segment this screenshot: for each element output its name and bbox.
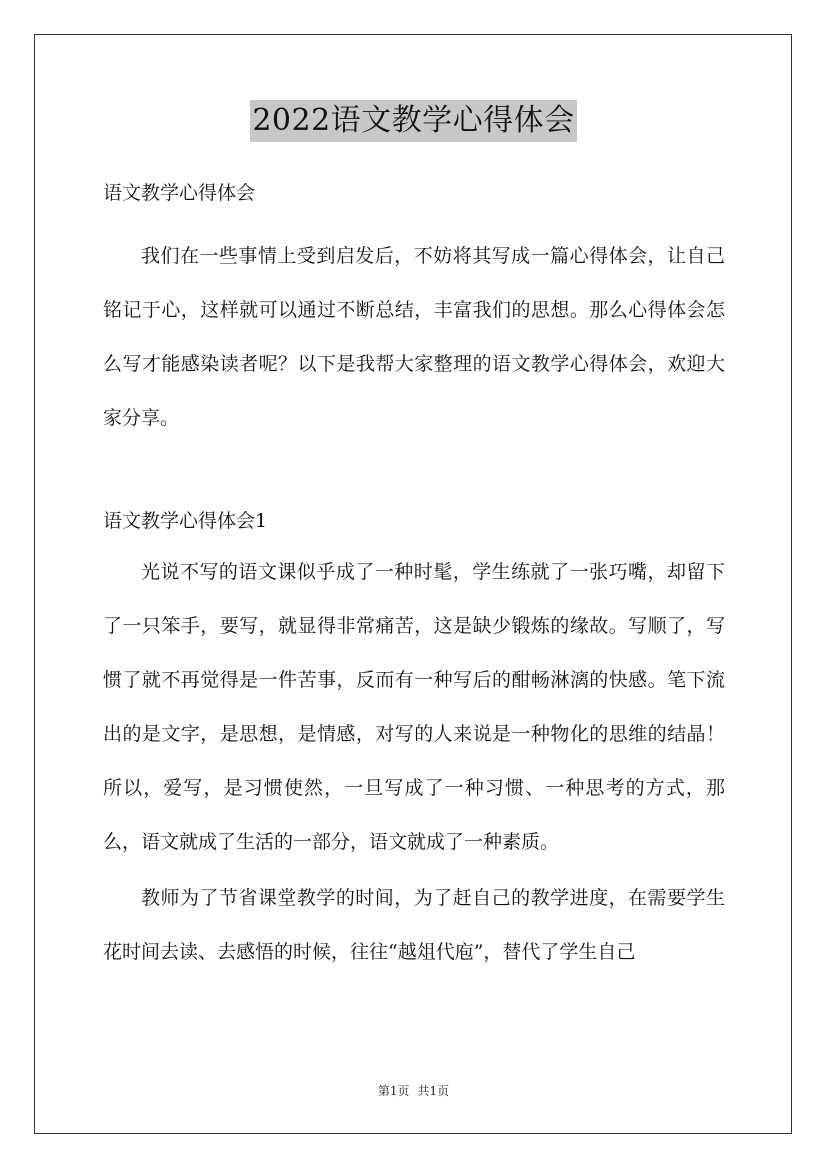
title-area (0, 100, 827, 142)
section-1-paragraph-2: 教师为了节省课堂教学的时间，为了赶自己的教学进度，在需要学生花时间去读、去感悟的时候，往往“越俎代庖”，替代了学生自己 (103, 887, 725, 963)
intro-paragraph: 我们在一些事情上受到启发后，不妨将其写成一篇心得体会，让自己铭记于心，这样就可以通过不断总结，丰富我们的思想。那么心得体会怎么写才能感染读者呢？以下是我帮大家整理的语文教学心得体会，欢迎大家分享。 (103, 245, 725, 429)
page-footer (0, 1083, 827, 1099)
section-1-paragraph-1: 光说不写的语文课似乎成了一种时髦，学生练就了一张巧嘴，却留下了一只笨手，要写，就显得非常痛苦，这是缺少锻炼的缘故。写顺了，写惯了就不再觉得是一件苦事，反而有一种写后的酣畅淋漓的快感。笔下流出的是文字，是思想，是情感，对写的人来说是一种物化的思维的结晶！所以，爱写，是习惯使然，一旦写成了一种习惯、一种思考的方式，那么，语文就成了生活的一部分，语文就成了一种素质。 (103, 561, 725, 853)
document-body (103, 174, 725, 979)
section-1-heading: 语文教学心得体会1 (103, 510, 268, 532)
document-heading: 语文教学心得体会 (103, 182, 256, 204)
page-number: 第1页 (377, 1084, 410, 1098)
document-title: 2022语文教学心得体会 (250, 100, 576, 142)
page-total: 共1页 (417, 1084, 450, 1098)
